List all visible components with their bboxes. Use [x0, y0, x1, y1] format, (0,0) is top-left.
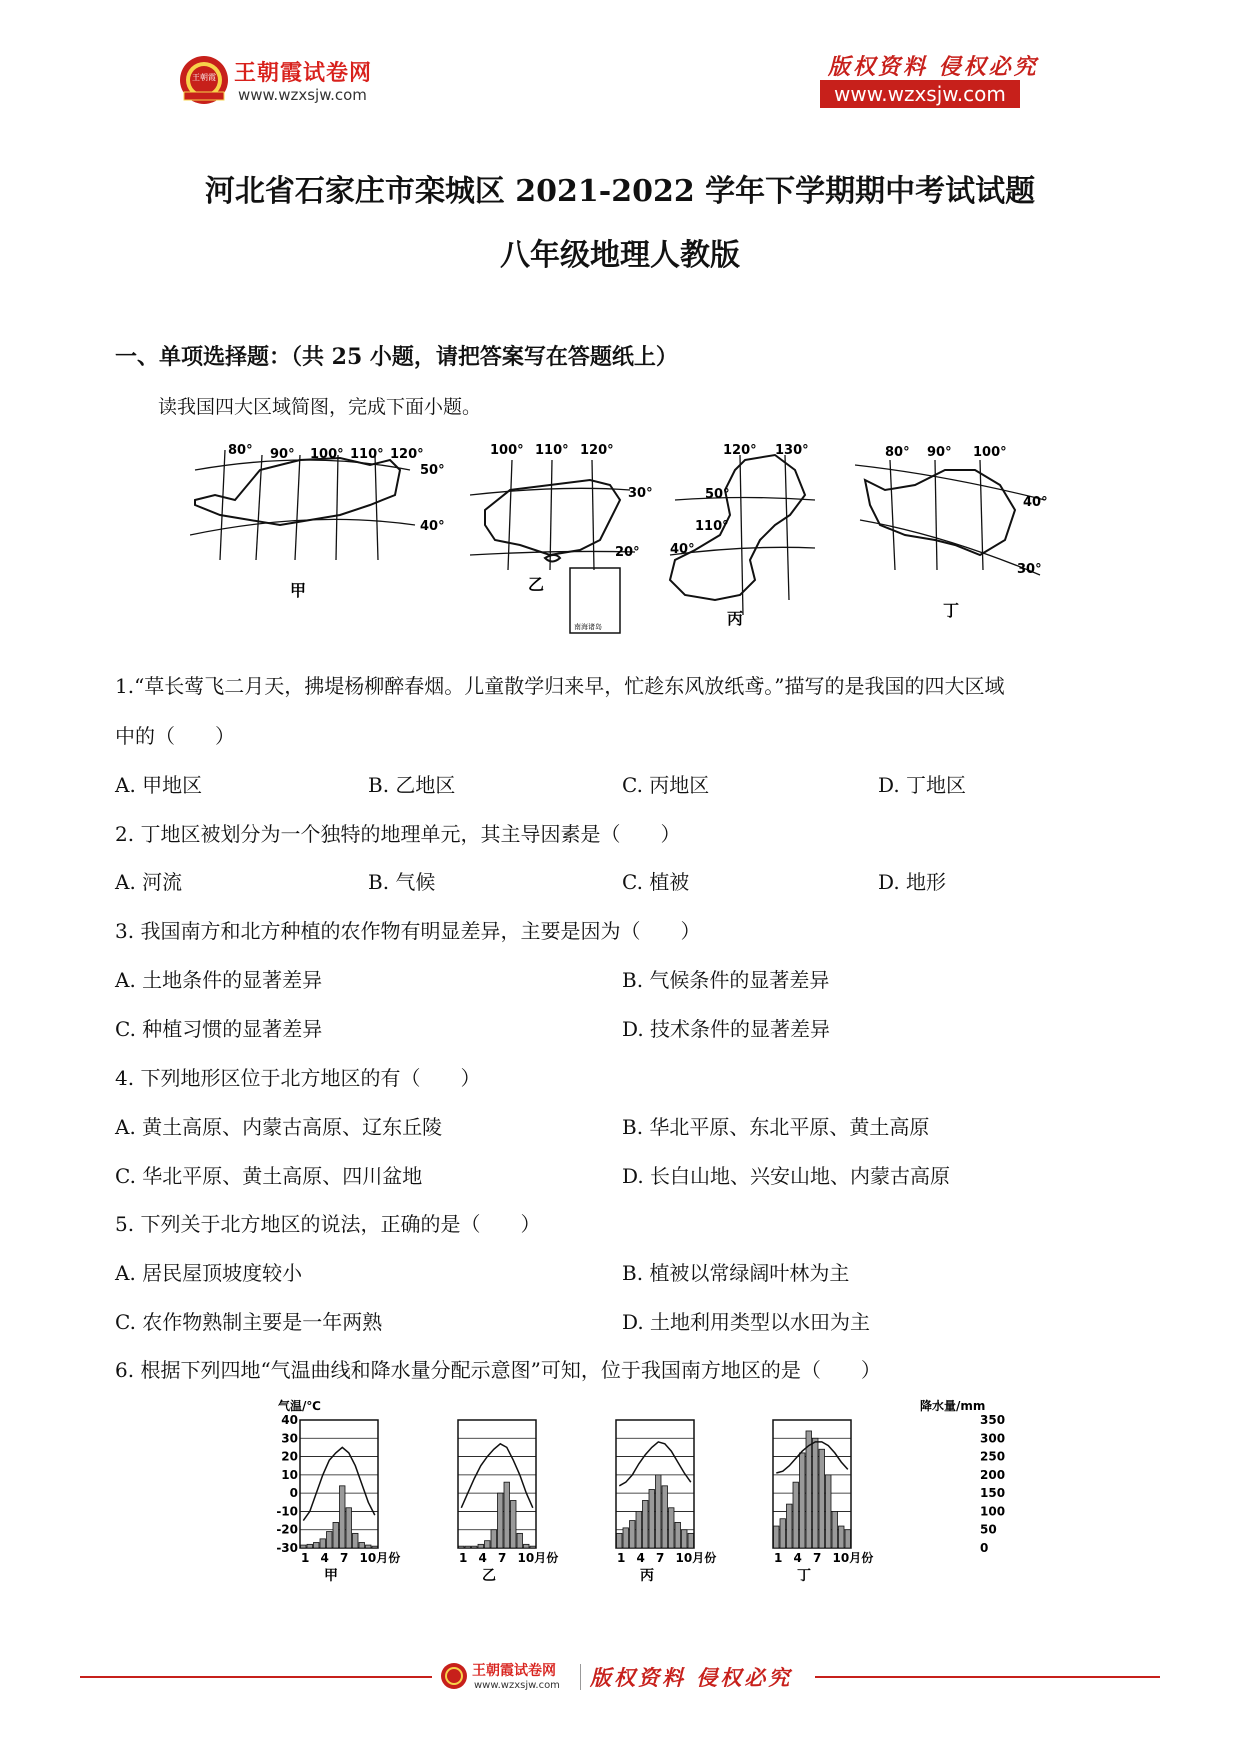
question-3-option-c[interactable]: C. 种植习惯的显著差异 — [115, 1017, 323, 1041]
question-5-option-c[interactable]: C. 农作物熟制主要是一年两熟 — [115, 1310, 383, 1334]
precip-bar — [617, 1533, 623, 1548]
question-4-option-a[interactable]: A. 黄土高原、内蒙古高原、辽东丘陵 — [115, 1115, 443, 1139]
footer-line-left — [80, 1676, 432, 1678]
temp-tick-label: 30 — [281, 1431, 298, 1446]
map-yi — [470, 440, 670, 640]
month-tick-label: 10月份 — [359, 1551, 401, 1565]
month-tick-label: 7 — [656, 1551, 665, 1565]
question-4-option-c[interactable]: C. 华北平原、黄土高原、四川盆地 — [115, 1164, 423, 1188]
precip-bar — [649, 1489, 655, 1548]
map-bing-label: 丙 — [727, 609, 744, 628]
temp-tick-label: 0 — [289, 1486, 298, 1501]
precip-bar — [806, 1431, 812, 1548]
question-2-option-d[interactable]: D. 地形 — [878, 870, 947, 894]
precip-bar — [845, 1530, 851, 1548]
question-1-stem: 1.“草长莺飞二月天，拂堤杨柳醉春烟。儿童散学归来早，忙趁东风放纸鸢。”描写的是我国的四大区域 — [115, 674, 1005, 698]
precip-tick-label: 0 — [980, 1541, 989, 1555]
map-jia-label: 甲 — [290, 581, 307, 600]
precip-bar — [787, 1504, 793, 1548]
climate-chart-3 — [616, 1420, 716, 1584]
map-jia-tick-100: 100° — [310, 447, 344, 462]
question-3-option-b[interactable]: B. 气候条件的显著差异 — [622, 968, 830, 992]
precip-bar — [669, 1508, 675, 1548]
month-tick-label: 1 — [774, 1551, 783, 1565]
question-5-option-d[interactable]: D. 土地利用类型以水田为主 — [622, 1310, 871, 1334]
temp-curve — [303, 1447, 375, 1520]
precip-bar — [366, 1545, 372, 1548]
question-1-stem-cont: 中的（ ） — [115, 724, 235, 748]
month-tick-label: 10月份 — [675, 1551, 717, 1565]
question-2-option-b[interactable]: B. 气候 — [368, 870, 436, 894]
month-tick-label: 10月份 — [832, 1551, 874, 1565]
map-bing-tick-50n: 50° — [705, 487, 730, 502]
precip-bar — [675, 1522, 681, 1548]
map-yi-tick-100: 100° — [490, 443, 524, 458]
question-4-stem: 4. 下列地形区位于北方地区的有（ ） — [115, 1066, 481, 1090]
precip-bar — [662, 1486, 668, 1548]
logo-name: 王朝霞试卷网 — [234, 61, 373, 86]
question-1-option-c[interactable]: C. 丙地区 — [622, 773, 710, 797]
map-yi-tick-120: 120° — [580, 443, 614, 458]
temp-tick-label: -10 — [276, 1504, 298, 1519]
chart-label: 乙 — [482, 1568, 496, 1584]
month-tick-label: 4 — [478, 1551, 487, 1565]
header-slogan: 版权资料 侵权必究 — [828, 54, 1039, 80]
chart-label: 甲 — [324, 1568, 338, 1584]
question-1-option-b[interactable]: B. 乙地区 — [368, 773, 456, 797]
map-bing-tick-120: 120° — [723, 443, 757, 458]
map-ding-tick-100: 100° — [973, 445, 1007, 460]
map-yi-tick-110: 110° — [535, 443, 569, 458]
month-tick-label: 7 — [340, 1551, 349, 1565]
logo-seal-text: 王朝霞 — [192, 73, 216, 82]
month-tick-label: 1 — [301, 1551, 310, 1565]
question-3-option-a[interactable]: A. 土地条件的显著差异 — [115, 968, 323, 992]
month-tick-label: 4 — [793, 1551, 802, 1565]
month-tick-label: 4 — [636, 1551, 645, 1565]
map-ding-tick-30n: 30° — [1017, 562, 1042, 577]
footer-line-right — [815, 1676, 1160, 1678]
precip-bar — [327, 1532, 333, 1548]
precip-bar — [800, 1453, 806, 1548]
precip-tick-label: 250 — [980, 1449, 1006, 1464]
map-ding-tick-90: 90° — [927, 445, 952, 460]
precip-tick-label: 150 — [980, 1486, 1006, 1501]
precip-bar — [780, 1519, 786, 1548]
precip-bar — [465, 1546, 471, 1548]
chart-frame — [458, 1420, 536, 1548]
precip-bar — [301, 1545, 307, 1548]
precip-bar — [307, 1544, 313, 1548]
map-bing-tick-130: 130° — [775, 443, 809, 458]
map-jia-tick-80: 80° — [228, 443, 253, 458]
map-jia-tick-50n: 50° — [420, 463, 445, 478]
map-jia-tick-90: 90° — [270, 447, 295, 462]
right-axis-title: 降水量/mm — [920, 1399, 986, 1413]
precip-tick-label: 300 — [980, 1431, 1006, 1446]
precip-bar — [459, 1546, 465, 1548]
chart-label: 丁 — [797, 1568, 811, 1584]
precip-bar — [832, 1511, 838, 1548]
footer-logo-url[interactable]: www.wzxsjw.com — [474, 1680, 560, 1691]
chart-label: 丙 — [640, 1568, 654, 1584]
question-4-option-d[interactable]: D. 长白山地、兴安山地、内蒙古高原 — [622, 1164, 951, 1188]
precip-bar — [682, 1530, 688, 1548]
precip-bar — [623, 1528, 629, 1548]
chart-frame — [300, 1420, 378, 1548]
precip-bar — [524, 1544, 530, 1548]
temp-curve — [776, 1442, 848, 1473]
climate-chart-4 — [773, 1420, 873, 1584]
map-ding-label: 丁 — [943, 601, 960, 620]
precip-bar — [530, 1546, 536, 1548]
map-bing-tick-110: 110° — [695, 519, 729, 534]
month-tick-label: 7 — [813, 1551, 822, 1565]
precip-bar — [630, 1521, 636, 1548]
month-tick-label: 10月份 — [517, 1551, 559, 1565]
precip-bar — [826, 1475, 832, 1548]
precip-bar — [688, 1533, 694, 1548]
map-ding-tick-40n: 40° — [1023, 495, 1048, 510]
precip-bar — [314, 1543, 320, 1548]
map-bing-outline — [670, 455, 805, 600]
temp-tick-label: -30 — [276, 1541, 298, 1555]
precip-tick-label: 100 — [980, 1504, 1006, 1519]
temp-curve — [461, 1444, 533, 1508]
question-6-stem: 6. 根据下列四地“气温曲线和降水量分配示意图”可知，位于我国南方地区的是（ ） — [115, 1358, 881, 1382]
left-axis-title: 气温/℃ — [278, 1399, 321, 1413]
question-1-option-d[interactable]: D. 丁地区 — [878, 773, 967, 797]
map-ding — [855, 440, 1055, 620]
section-heading: 一、单项选择题：（共 25 小题，请把答案写在答题纸上） — [115, 344, 678, 370]
question-3-stem: 3. 我国南方和北方种植的农作物有明显差异，主要是因为（ ） — [115, 919, 701, 943]
map-jia — [190, 440, 450, 600]
precip-bar — [340, 1486, 346, 1548]
temp-tick-label: -20 — [276, 1522, 298, 1537]
month-tick-label: 7 — [498, 1551, 507, 1565]
map-ding-outline — [865, 470, 1015, 555]
precip-bar — [511, 1500, 517, 1548]
month-tick-label: 4 — [320, 1551, 329, 1565]
question-2-stem: 2. 丁地区被划分为一个独特的地理单元，其主导因素是（ ） — [115, 822, 681, 846]
climate-chart-1 — [300, 1420, 400, 1584]
footer-divider — [580, 1664, 581, 1690]
precip-bar — [774, 1526, 780, 1548]
precip-bar — [333, 1522, 339, 1548]
precip-bar — [472, 1546, 478, 1548]
precip-bar — [498, 1493, 504, 1548]
precip-tick-label: 350 — [980, 1413, 1006, 1427]
map-jia-tick-110: 110° — [350, 447, 384, 462]
month-tick-label: 1 — [617, 1551, 626, 1565]
question-5-stem: 5. 下列关于北方地区的说法，正确的是（ ） — [115, 1212, 541, 1236]
question-1-option-a[interactable]: A. 甲地区 — [115, 773, 203, 797]
footer-slogan: 版权资料 侵权必究 — [590, 1665, 793, 1690]
question-4-option-b[interactable]: B. 华北平原、东北平原、黄土高原 — [622, 1115, 930, 1139]
precip-bar — [517, 1533, 523, 1548]
temp-tick-label: 20 — [281, 1449, 298, 1464]
precip-bar — [353, 1533, 359, 1548]
precip-bar — [478, 1544, 484, 1548]
map-yi-inset-label: 南海诸岛 — [574, 623, 602, 631]
question-5-option-a[interactable]: A. 居民屋顶坡度较小 — [115, 1261, 303, 1285]
question-3-option-d[interactable]: D. 技术条件的显著差异 — [622, 1017, 831, 1041]
precip-bar — [372, 1546, 378, 1548]
map-jia-tick-120: 120° — [390, 447, 424, 462]
map-ding-tick-80: 80° — [885, 445, 910, 460]
climate-charts — [270, 1398, 1010, 1608]
precip-tick-label: 50 — [980, 1522, 997, 1537]
question-5-option-b[interactable]: B. 植被以常绿阔叶林为主 — [622, 1261, 850, 1285]
header-logo — [178, 52, 408, 112]
temp-tick-label: 10 — [281, 1467, 298, 1482]
logo-url[interactable]: www.wzxsjw.com — [238, 86, 367, 104]
month-tick-label: 1 — [459, 1551, 468, 1565]
precip-bar — [491, 1530, 497, 1548]
precip-bar — [636, 1511, 642, 1548]
temp-curve — [619, 1442, 691, 1486]
header-url-box[interactable]: www.wzxsjw.com — [820, 80, 1020, 108]
precip-bar — [793, 1482, 799, 1548]
map-jia-tick-40n: 40° — [420, 519, 445, 534]
map-yi-tick-30n: 30° — [628, 486, 653, 501]
footer-seal-icon — [440, 1662, 468, 1690]
precip-bar — [485, 1541, 491, 1548]
page-subtitle: 八年级地理人教版 — [500, 238, 740, 273]
footer-logo-name: 王朝霞试卷网 — [472, 1663, 556, 1679]
question-2-option-c[interactable]: C. 植被 — [622, 870, 690, 894]
precip-bar — [320, 1539, 326, 1548]
precip-bar — [359, 1543, 365, 1548]
footer-logo — [440, 1658, 580, 1698]
map-bing — [665, 440, 835, 630]
page-title: 河北省石家庄市栾城区 2021-2022 学年下学期期中考试试题 — [204, 174, 1036, 209]
precip-bar — [819, 1449, 825, 1548]
precip-bar — [643, 1500, 649, 1548]
precip-bar — [813, 1438, 819, 1548]
map-yi-tick-20n: 20° — [615, 545, 640, 560]
section-intro: 读我国四大区域简图，完成下面小题。 — [158, 396, 482, 418]
precip-bar — [504, 1482, 510, 1548]
precip-bar — [346, 1508, 352, 1548]
precip-bar — [839, 1526, 845, 1548]
map-yi-label: 乙 — [528, 575, 545, 594]
climate-chart-2 — [458, 1420, 558, 1584]
precip-bar — [656, 1475, 662, 1548]
map-bing-tick-40n: 40° — [670, 542, 695, 557]
temp-tick-label: 40 — [281, 1413, 298, 1427]
question-2-option-a[interactable]: A. 河流 — [115, 870, 183, 894]
precip-tick-label: 200 — [980, 1467, 1006, 1482]
